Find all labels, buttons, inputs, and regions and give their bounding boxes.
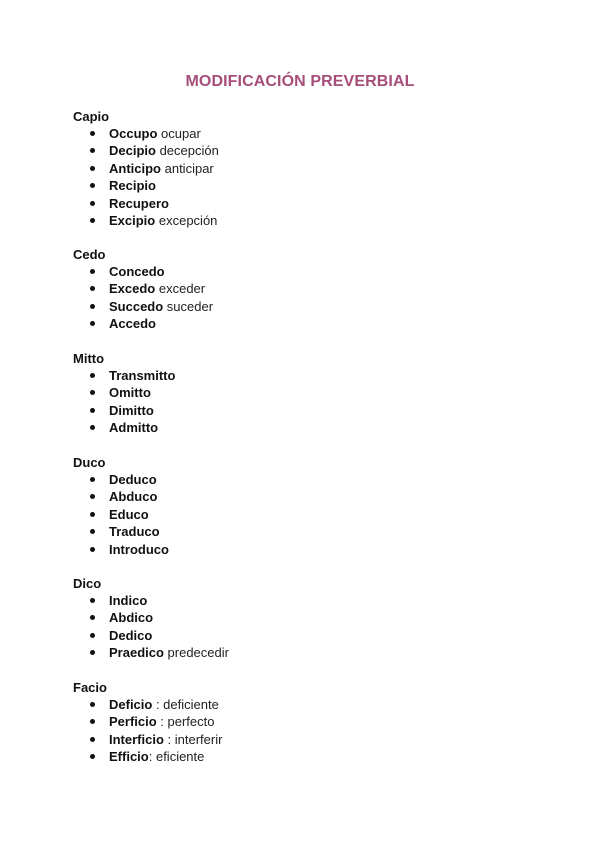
gloss: ocupar — [157, 126, 201, 141]
list-item — [73, 263, 553, 280]
bullet-icon — [90, 598, 95, 603]
section-heading: Mitto — [73, 351, 105, 366]
gloss: : deficiente — [152, 697, 219, 712]
bullet-icon — [90, 408, 95, 413]
bullet-list — [73, 696, 553, 766]
list-item — [73, 471, 553, 488]
bullet-icon — [90, 737, 95, 742]
bullet-icon — [90, 390, 95, 395]
term: Excedo — [109, 281, 156, 297]
term: Dimitto — [109, 402, 154, 418]
term: Praedico — [109, 645, 164, 661]
term: Succedo — [109, 298, 164, 314]
section-mitto — [73, 350, 553, 437]
list-item — [73, 142, 553, 159]
list-item — [73, 315, 553, 332]
bullet-icon — [90, 719, 95, 724]
list-item — [73, 419, 553, 436]
section-heading: Facio — [73, 680, 107, 695]
bullet-icon — [90, 304, 95, 309]
section-duco — [73, 454, 553, 558]
bullet-icon — [90, 321, 95, 326]
list-item — [73, 627, 553, 644]
bullet-list — [73, 471, 553, 558]
gloss: suceder — [163, 298, 214, 314]
section-heading: Capio — [73, 109, 110, 124]
term: Abdico — [109, 610, 154, 626]
term: Decipio — [109, 143, 156, 159]
section-dico — [73, 575, 553, 662]
list-item — [73, 280, 553, 297]
gloss: exceder — [155, 281, 206, 297]
term: Omitto — [109, 385, 151, 401]
list-item — [73, 402, 553, 419]
list-item — [73, 541, 553, 558]
gloss: decepción — [155, 143, 219, 159]
bullet-list — [73, 367, 553, 437]
list-item — [73, 488, 553, 505]
bullet-list — [73, 125, 553, 229]
gloss: : interferir — [163, 731, 223, 747]
gloss: predecedir — [163, 645, 229, 661]
list-item — [73, 644, 553, 661]
list-item — [73, 160, 553, 177]
term: Introduco — [109, 541, 169, 557]
term: Interficio — [109, 731, 164, 747]
term: Dedico — [109, 627, 153, 643]
bullet-icon — [90, 633, 95, 638]
bullet-icon — [90, 373, 95, 378]
term: Accedo — [109, 316, 156, 332]
list-item — [73, 125, 553, 142]
term: Occupo — [109, 126, 158, 141]
section-heading: Duco — [73, 455, 106, 470]
section-heading: Dico — [73, 576, 102, 591]
bullet-icon — [90, 494, 95, 499]
section-capio — [73, 108, 553, 229]
term: Transmitto — [109, 368, 176, 383]
bullet-icon — [90, 269, 95, 274]
term: Admitto — [109, 420, 159, 436]
list-item — [73, 523, 553, 540]
bullet-list — [73, 592, 553, 662]
gloss: excepción — [155, 212, 218, 228]
list-item — [73, 195, 553, 212]
term: Abduco — [109, 489, 158, 505]
list-item — [73, 748, 553, 765]
document-title: MODIFICACIÓN PREVERBIAL — [185, 73, 415, 90]
term: Recipio — [109, 178, 156, 194]
section-cedo — [73, 246, 553, 333]
list-item — [73, 177, 553, 194]
term: Perficio — [109, 714, 157, 730]
bullet-icon — [90, 201, 95, 206]
bullet-list — [73, 263, 553, 333]
list-item — [73, 506, 553, 523]
term: Concedo — [109, 264, 165, 279]
bullet-icon — [90, 218, 95, 223]
bullet-icon — [90, 754, 95, 759]
list-item — [73, 731, 553, 748]
term: Traduco — [109, 524, 160, 540]
list-item — [73, 212, 553, 229]
bullet-icon — [90, 286, 95, 291]
term: Indico — [109, 593, 148, 608]
bullet-icon — [90, 477, 95, 482]
term: Deficio — [109, 697, 153, 712]
list-item — [73, 384, 553, 401]
bullet-icon — [90, 131, 95, 136]
section-facio — [73, 679, 553, 766]
term: Anticipo — [109, 160, 161, 176]
term: Educo — [109, 506, 149, 522]
bullet-icon — [90, 183, 95, 188]
term: Deduco — [109, 472, 157, 487]
bullet-icon — [90, 512, 95, 517]
list-item — [73, 696, 553, 713]
list-item — [73, 713, 553, 730]
gloss: : eficiente — [148, 749, 205, 765]
term: Efficio — [109, 749, 149, 765]
bullet-icon — [90, 425, 95, 430]
bullet-icon — [90, 529, 95, 534]
bullet-icon — [90, 166, 95, 171]
bullet-icon — [90, 650, 95, 655]
list-item — [73, 298, 553, 315]
bullet-icon — [90, 702, 95, 707]
term: Excipio — [109, 212, 156, 228]
bullet-icon — [90, 148, 95, 153]
list-item — [73, 367, 553, 384]
term: Recupero — [109, 195, 169, 211]
bullet-icon — [90, 615, 95, 620]
list-item — [73, 592, 553, 609]
list-item — [73, 609, 553, 626]
bullet-icon — [90, 547, 95, 552]
section-heading: Cedo — [73, 247, 106, 262]
gloss: : perfecto — [156, 714, 215, 730]
gloss: anticipar — [161, 160, 214, 176]
